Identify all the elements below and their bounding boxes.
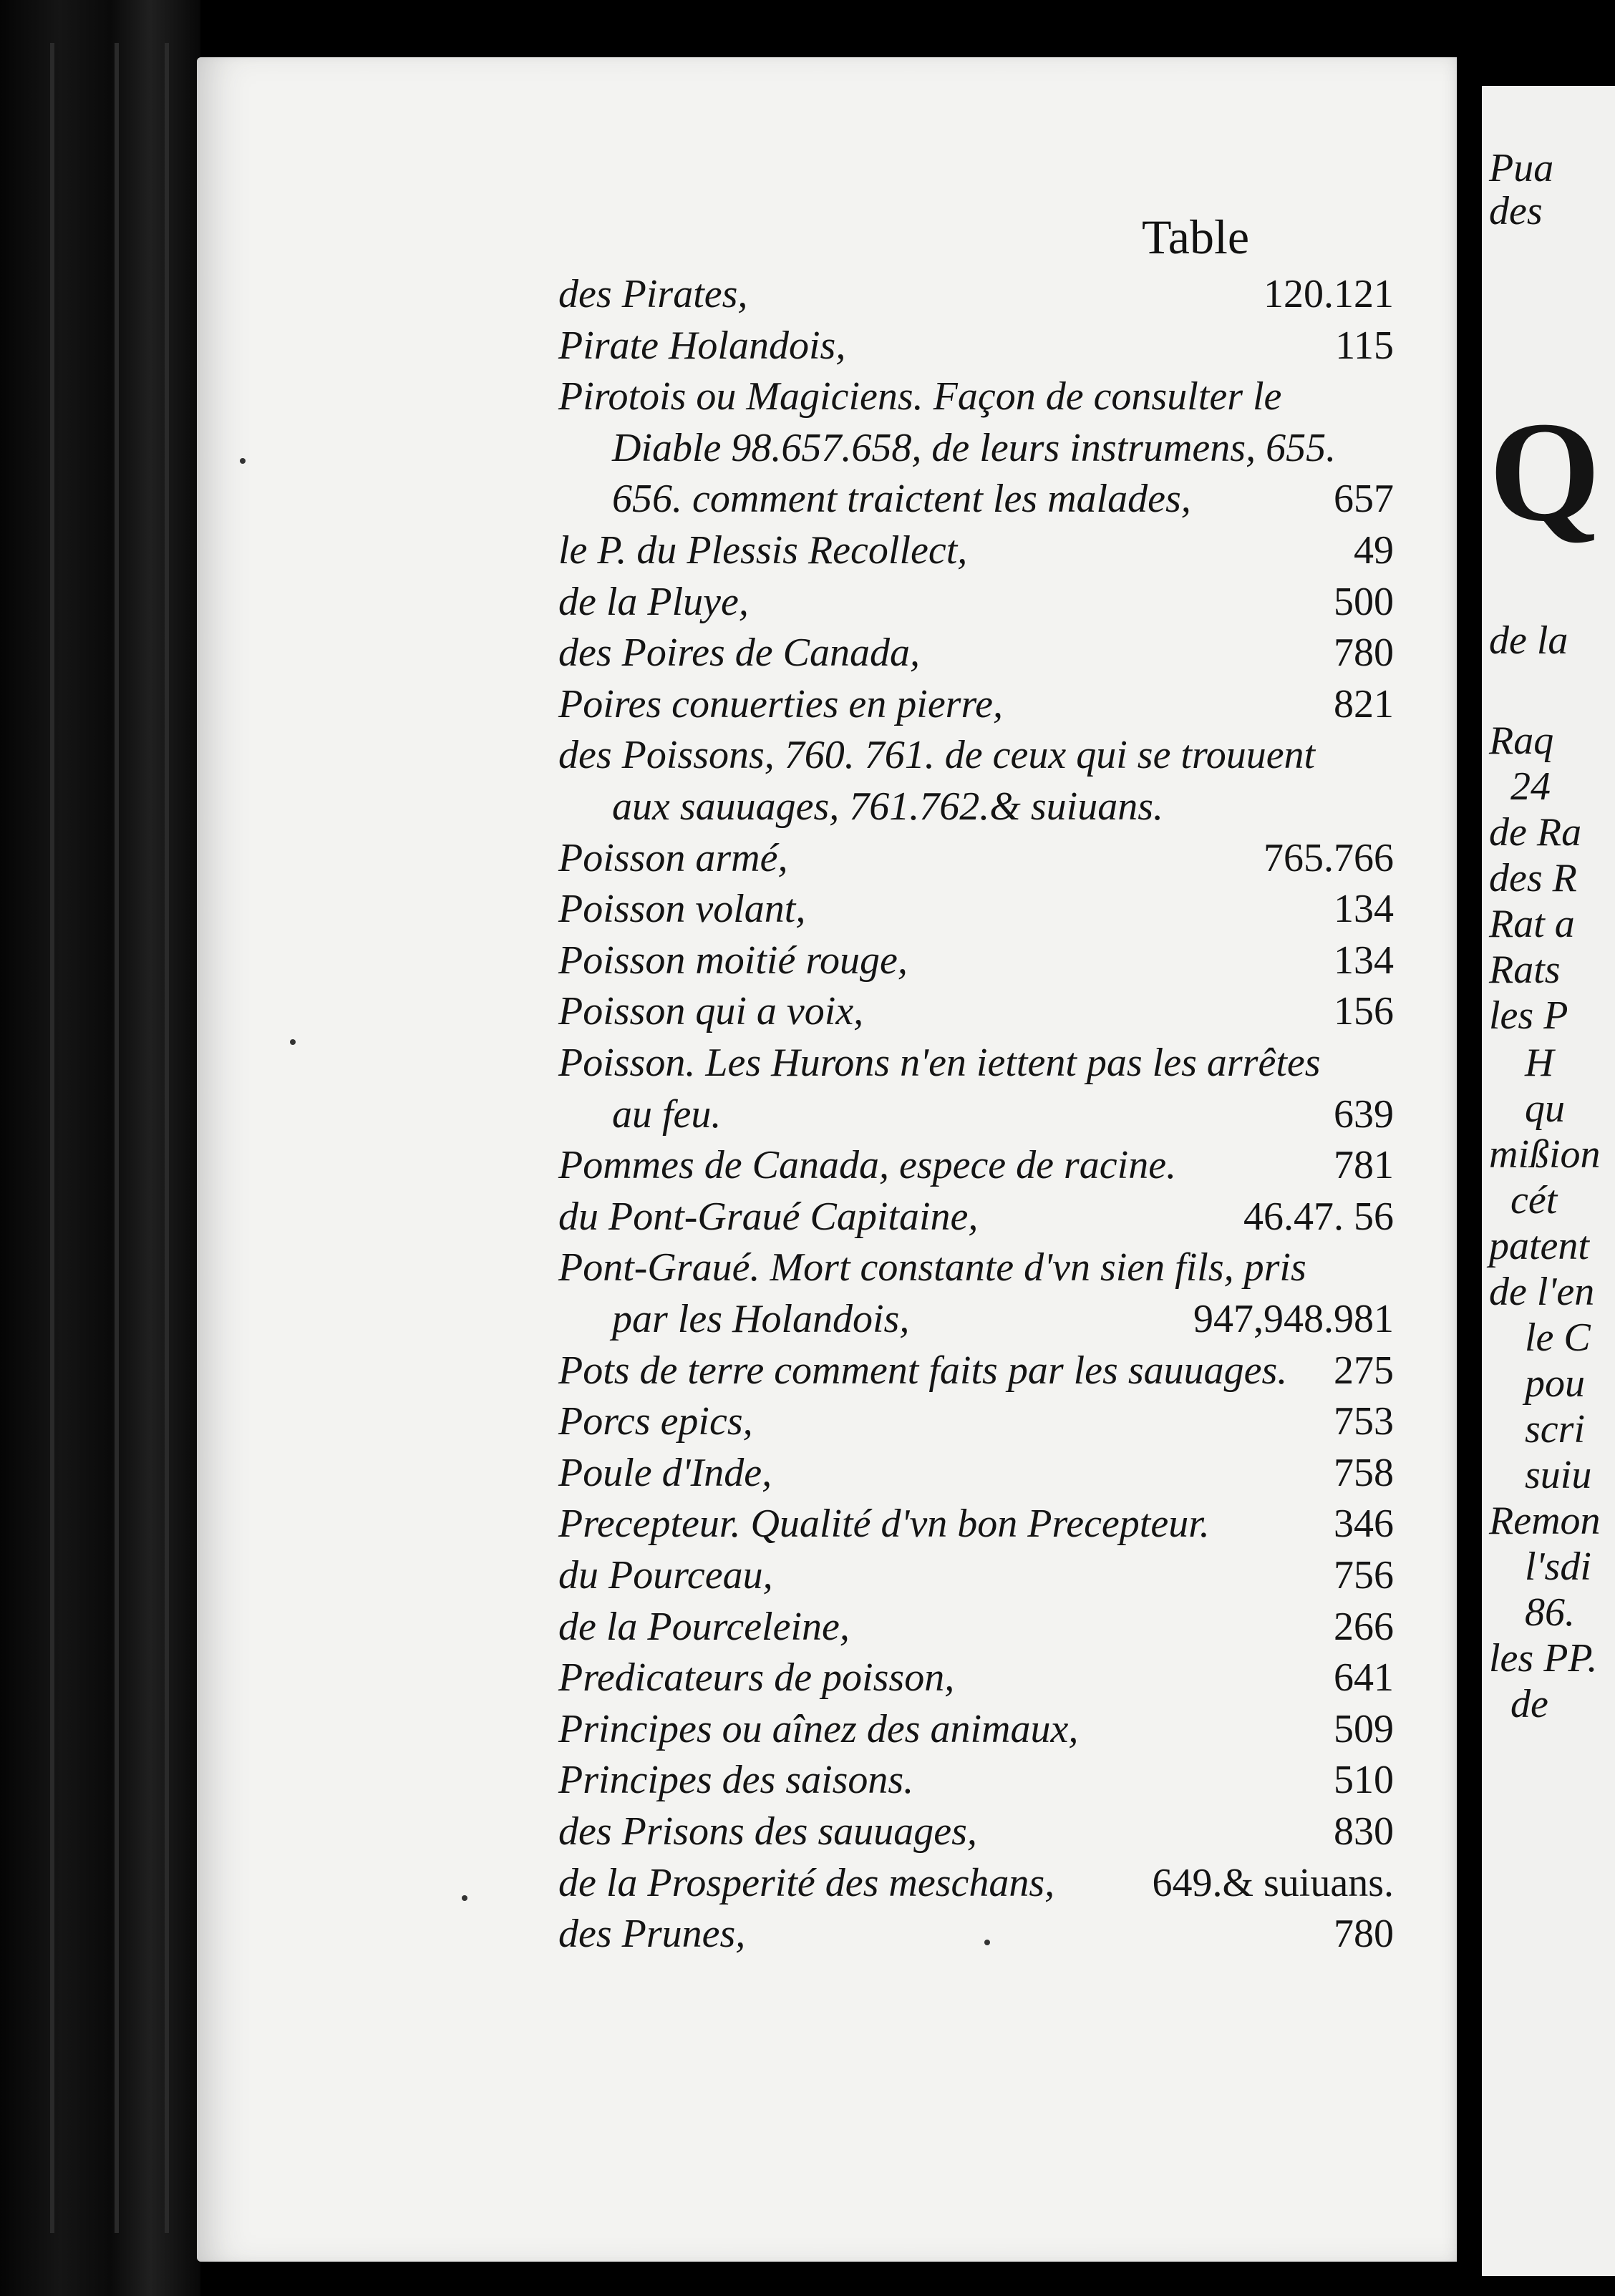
index-entry	[558, 1602, 850, 1652]
entry-text: Pirotois ou Magiciens. Façon de consulter le	[558, 374, 1282, 419]
index-entry	[558, 730, 1315, 780]
facing-page-fragment: Remon	[1489, 1499, 1601, 1543]
facing-page-fragment: patent	[1489, 1224, 1589, 1268]
entry-text: Poisson. Les Hurons n'en iettent pas les arrêtes	[558, 1041, 1321, 1085]
entry-text: Poisson armé,	[558, 836, 788, 880]
entry-text: Precepteur. Qualité d'vn bon Precepteur.	[558, 1502, 1210, 1546]
entry-text: des Pirates,	[558, 272, 748, 316]
binding-edge	[115, 43, 119, 2233]
index-entry	[558, 525, 967, 575]
facing-page-fragment: le C	[1525, 1315, 1591, 1360]
entry-page-number: 500	[1334, 580, 1394, 624]
entry-page-number: 780	[1334, 1912, 1394, 1956]
index-entry	[558, 371, 1281, 422]
entry-page-number: 641	[1334, 1655, 1394, 1700]
entry-page-number: 134	[1334, 938, 1394, 983]
facing-page-fragment: 24	[1510, 764, 1551, 809]
ink-speck	[240, 458, 246, 464]
facing-page-fragment: des R	[1489, 856, 1577, 900]
entry-page-number: 830	[1334, 1809, 1394, 1854]
index-page	[197, 57, 1457, 2262]
binding-edge	[50, 43, 54, 2233]
index-entry	[558, 628, 920, 678]
index-entry	[558, 884, 805, 934]
index-entry	[558, 321, 845, 371]
facing-page-fragment: suiu	[1525, 1453, 1592, 1497]
facing-page-fragment: des	[1489, 189, 1543, 233]
ink-speck	[984, 1940, 990, 1945]
entry-page-number: 275	[1334, 1348, 1394, 1393]
entry-text: Diable 98.657.658, de leurs instrumens, 655.	[612, 426, 1337, 470]
entry-page-number: 781	[1334, 1143, 1394, 1187]
entry-text: Poisson moitié rouge,	[558, 938, 908, 983]
entry-text: du Pont-Graué Capitaine,	[558, 1195, 979, 1239]
index-entry	[558, 1550, 773, 1600]
facing-page-fragment: de Ra	[1489, 810, 1582, 855]
index-entry	[558, 1346, 1287, 1396]
facing-page-fragment: les PP.	[1489, 1636, 1598, 1680]
entry-text: Pots de terre comment faits par les sauuages.	[558, 1348, 1288, 1393]
index-entry	[612, 782, 1163, 832]
facing-page-fragment: de la	[1489, 618, 1568, 663]
entry-text: 656. comment traictent les malades,	[612, 477, 1191, 521]
entry-text: par les Holandois,	[612, 1297, 910, 1341]
entry-text: Porcs epics,	[558, 1399, 753, 1444]
index-entry	[558, 1499, 1210, 1549]
entry-page-number: 756	[1334, 1553, 1394, 1597]
entry-page-number: 115	[1335, 324, 1394, 368]
facing-page-fragment: scri	[1525, 1407, 1585, 1451]
entry-page-number: 639	[1334, 1092, 1394, 1137]
index-entry	[558, 1242, 1306, 1293]
index-entry	[558, 1192, 978, 1242]
entry-page-number: 765.766	[1264, 836, 1394, 880]
entry-text: des Poissons, 760. 761. de ceux qui se trouuent	[558, 733, 1316, 777]
facing-page-fragment: pou	[1525, 1361, 1585, 1406]
entry-text: aux sauuages, 761.762.& suiuans.	[612, 784, 1163, 829]
ink-speck	[462, 1895, 467, 1901]
facing-page-fragment: de l'en	[1489, 1270, 1595, 1314]
index-entry	[612, 1294, 909, 1344]
facing-page-fragment: Pua	[1489, 146, 1554, 190]
facing-page-fragment: les P	[1489, 993, 1568, 1038]
entry-text: des Prisons des sauuages,	[558, 1809, 977, 1854]
index-entry	[558, 1755, 913, 1805]
entry-page-number: 46.47. 56	[1243, 1195, 1394, 1239]
index-entry	[558, 577, 749, 627]
entry-page-number: 49	[1354, 528, 1394, 573]
entry-text: Pirate Holandois,	[558, 324, 846, 368]
index-entry	[558, 1396, 753, 1446]
facing-page-fragment: Q	[1489, 393, 1601, 551]
entry-text: Poisson qui a voix,	[558, 989, 864, 1033]
facing-page-fragment: Raq	[1489, 719, 1554, 763]
entry-page-number: 266	[1334, 1605, 1394, 1649]
index-entry	[558, 935, 908, 986]
facing-page-fragment: l'sdi	[1525, 1545, 1591, 1589]
entry-text: Principes des saisons.	[558, 1758, 914, 1802]
entry-page-number: 649.& suiuans.	[1152, 1861, 1394, 1905]
facing-page-fragment: Rats	[1489, 948, 1561, 992]
facing-page-fragment: H	[1525, 1041, 1554, 1085]
index-entry	[558, 1858, 1054, 1908]
entry-page-number: 821	[1334, 682, 1394, 726]
page-title: Table	[1142, 210, 1250, 264]
index-entries	[197, 57, 1457, 2262]
index-entry	[558, 679, 1003, 729]
binding-edge	[165, 43, 169, 2233]
entry-text: Poires conuerties en pierre,	[558, 682, 1004, 726]
entry-text: Pont-Graué. Mort constante d'vn sien fils, pris	[558, 1245, 1306, 1290]
entry-page-number: 120.121	[1264, 272, 1394, 316]
facing-page	[1482, 86, 1615, 2276]
entry-text: le P. du Plessis Recollect,	[558, 528, 968, 573]
entry-page-number: 134	[1334, 887, 1394, 931]
book-binding	[0, 0, 200, 2296]
entry-page-number: 947,948.981	[1193, 1297, 1394, 1341]
entry-page-number: 510	[1334, 1758, 1394, 1802]
entry-text: au feu.	[612, 1092, 722, 1137]
entry-text: des Prunes,	[558, 1912, 746, 1956]
facing-page-fragment: 86.	[1525, 1590, 1575, 1635]
index-entry	[558, 1038, 1321, 1088]
entry-text: Principes ou aînez des animaux,	[558, 1707, 1079, 1751]
facing-page-fragment: de	[1510, 1682, 1548, 1726]
index-entry	[612, 423, 1336, 473]
entry-page-number: 509	[1334, 1707, 1394, 1751]
index-entry	[558, 986, 863, 1036]
index-entry	[558, 1448, 772, 1498]
entry-text: des Poires de Canada,	[558, 631, 920, 675]
ink-speck	[290, 1039, 296, 1045]
entry-page-number: 780	[1334, 631, 1394, 675]
entry-text: de la Pourceleine,	[558, 1605, 850, 1649]
facing-page-fragment: cét	[1510, 1178, 1558, 1222]
index-entry	[558, 1140, 1176, 1190]
index-entry	[558, 269, 747, 319]
entry-page-number: 758	[1334, 1451, 1394, 1495]
index-entry	[558, 833, 787, 883]
index-entry	[558, 1704, 1078, 1754]
facing-page-fragment: mißion	[1489, 1132, 1601, 1177]
facing-page-fragment: qu	[1525, 1086, 1565, 1131]
entry-text: de la Pluye,	[558, 580, 749, 624]
entry-page-number: 156	[1334, 989, 1394, 1033]
index-entry	[558, 1806, 977, 1857]
entry-text: Predicateurs de poisson,	[558, 1655, 955, 1700]
entry-page-number: 753	[1334, 1399, 1394, 1444]
entry-text: Poule d'Inde,	[558, 1451, 772, 1495]
index-entry	[612, 1089, 721, 1139]
index-entry	[558, 1653, 954, 1703]
entry-text: du Pourceau,	[558, 1553, 773, 1597]
entry-page-number: 346	[1334, 1502, 1394, 1546]
entry-text: de la Prosperité des meschans,	[558, 1861, 1055, 1905]
facing-page-fragment: Rat a	[1489, 902, 1575, 946]
entry-text: Pommes de Canada, espece de racine.	[558, 1143, 1177, 1187]
index-entry	[558, 1909, 745, 1959]
entry-page-number: 657	[1334, 477, 1394, 521]
index-entry	[612, 474, 1191, 524]
entry-text: Poisson volant,	[558, 887, 806, 931]
